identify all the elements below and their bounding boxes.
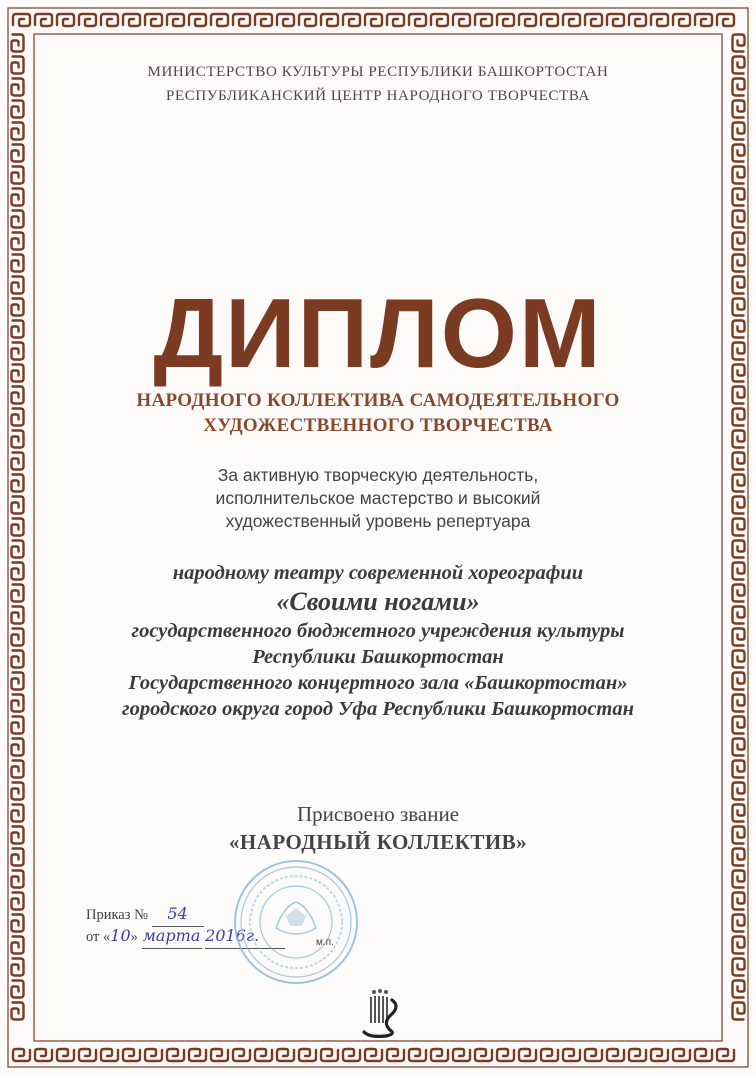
- border-motif: [79, 1049, 96, 1061]
- diploma-subtitle: [0, 388, 756, 438]
- border-motif: [12, 35, 24, 52]
- border-motif: [167, 14, 184, 26]
- border-motif: [651, 14, 668, 26]
- border-motif: [12, 1003, 24, 1020]
- border-motif: [695, 14, 712, 26]
- border-motif: [717, 14, 734, 26]
- recipient-line-6: городского округа город Уфа Республики Башкортостан: [122, 698, 634, 720]
- border-motif: [79, 14, 96, 26]
- order-day: 10: [110, 926, 131, 945]
- border-motif: [409, 1049, 426, 1061]
- border-motif: [563, 1049, 580, 1061]
- border-motif: [101, 14, 118, 26]
- recipient-line-4: Республики Башкортостан: [252, 646, 504, 668]
- border-motif: [145, 1049, 162, 1061]
- border-motif: [733, 167, 745, 184]
- border-motif: [12, 167, 24, 184]
- border-motif: [387, 14, 404, 26]
- border-motif: [733, 871, 745, 888]
- border-motif: [233, 14, 250, 26]
- border-motif: [585, 1049, 602, 1061]
- border-motif: [12, 761, 24, 778]
- border-motif: [733, 981, 745, 998]
- border-motif: [673, 1049, 690, 1061]
- border-motif: [12, 871, 24, 888]
- border-motif: [145, 14, 162, 26]
- official-stamp: [232, 858, 360, 986]
- order-year-suffix: г.: [245, 926, 260, 945]
- border-motif: [123, 14, 140, 26]
- reason-line-1: За активную творческую деятельность,: [217, 465, 539, 485]
- border-frame-line: [34, 34, 722, 1041]
- border-motif: [211, 14, 228, 26]
- border-motif: [733, 739, 745, 756]
- border-motif: [12, 959, 24, 976]
- border-motif: [733, 233, 745, 250]
- border-motif: [365, 14, 382, 26]
- border-motif: [12, 893, 24, 910]
- border-motif: [409, 14, 426, 26]
- border-motif: [651, 1049, 668, 1061]
- recipient-block: [0, 560, 756, 722]
- order-number-label: Приказ №: [86, 907, 148, 923]
- border-motif: [733, 255, 745, 272]
- border-motif: [57, 1049, 74, 1061]
- border-motif: [519, 1049, 536, 1061]
- border-motif: [475, 14, 492, 26]
- order-day-close: »: [130, 929, 138, 945]
- border-motif: [12, 145, 24, 162]
- border-motif: [12, 783, 24, 800]
- border-motif: [12, 541, 24, 558]
- border-motif: [255, 1049, 272, 1061]
- border-motif: [733, 35, 745, 52]
- border-motif: [519, 14, 536, 26]
- border-motif: [57, 14, 74, 26]
- recipient-line-1: народному театру современной хореографии: [172, 562, 584, 584]
- border-motif: [12, 233, 24, 250]
- recipient-line-3: государственного бюджетного учреждения культуры: [131, 620, 625, 642]
- border-motif: [431, 1049, 448, 1061]
- border-motif: [673, 14, 690, 26]
- border-motif: [321, 14, 338, 26]
- border-motif: [12, 739, 24, 756]
- border-motif: [733, 123, 745, 140]
- border-motif: [695, 1049, 712, 1061]
- border-motif: [343, 14, 360, 26]
- ministry-name: МИНИСТЕРСТВО КУЛЬТУРЫ РЕСПУБЛИКИ БАШКОРТОСТАН: [147, 64, 609, 80]
- border-motif: [233, 1049, 250, 1061]
- border-motif: [277, 1049, 294, 1061]
- order-year: 2016: [205, 926, 246, 945]
- border-motif: [12, 937, 24, 954]
- border-motif: [12, 915, 24, 932]
- reason-line-3: художественный уровень репертуара: [225, 511, 531, 531]
- border-motif: [475, 1049, 492, 1061]
- border-motif: [541, 14, 558, 26]
- border-motif: [607, 14, 624, 26]
- border-motif: [733, 541, 745, 558]
- border-motif: [35, 14, 52, 26]
- border-motif: [733, 761, 745, 778]
- reason-line-2: исполнительское мастерство и высокий: [215, 488, 541, 508]
- border-motif: [431, 14, 448, 26]
- recipient-line-5: Государственного концертного зала «Башкортостан»: [128, 672, 628, 694]
- border-motif: [733, 189, 745, 206]
- seal-place-label: м.п.: [316, 937, 334, 948]
- border-motif: [277, 14, 294, 26]
- center-logo: [356, 988, 404, 1038]
- border-motif: [497, 1049, 514, 1061]
- border-motif: [717, 1049, 734, 1061]
- border-motif: [12, 255, 24, 272]
- diploma-title: ДИПЛОМ: [153, 278, 603, 388]
- awarded-rank: «НАРОДНЫЙ КОЛЛЕКТИВ»: [228, 830, 528, 854]
- order-date-label: от «: [86, 929, 111, 945]
- border-motif: [12, 189, 24, 206]
- border-motif: [497, 14, 514, 26]
- issuer-block: [0, 62, 756, 110]
- border-motif: [167, 1049, 184, 1061]
- border-motif: [607, 1049, 624, 1061]
- center-name: РЕСПУБЛИКАНСКИЙ ЦЕНТР НАРОДНОГО ТВОРЧЕСТВА: [166, 88, 590, 104]
- border-motif: [733, 1003, 745, 1020]
- border-motif: [101, 1049, 118, 1061]
- awarded-block: [0, 800, 756, 856]
- border-motif: [585, 14, 602, 26]
- border-motif: [343, 1049, 360, 1061]
- border-motif: [733, 145, 745, 162]
- border-motif: [733, 893, 745, 910]
- border-motif: [365, 1049, 382, 1061]
- border-motif: [733, 959, 745, 976]
- border-motif: [733, 783, 745, 800]
- border-motif: [733, 211, 745, 228]
- border-motif: [541, 1049, 558, 1061]
- border-motif: [189, 1049, 206, 1061]
- border-motif: [387, 1049, 404, 1061]
- order-month: марта: [142, 926, 201, 945]
- order-number: 54: [167, 904, 188, 923]
- border-motif: [13, 1049, 30, 1061]
- border-motif: [12, 211, 24, 228]
- border-motif: [629, 1049, 646, 1061]
- border-motif: [255, 14, 272, 26]
- border-motif: [12, 123, 24, 140]
- border-motif: [563, 14, 580, 26]
- border-motif: [123, 1049, 140, 1061]
- border-motif: [299, 1049, 316, 1061]
- subtitle-line-2: ХУДОЖЕСТВЕННОГО ТВОРЧЕСТВА: [203, 415, 553, 436]
- border-motif: [299, 14, 316, 26]
- border-motif: [189, 14, 206, 26]
- border-motif: [12, 981, 24, 998]
- border-motif: [453, 1049, 470, 1061]
- subtitle-line-1: НАРОДНОГО КОЛЛЕКТИВА САМОДЕЯТЕЛЬНОГО: [136, 390, 620, 411]
- recipient-name: «Своими ногами»: [276, 587, 480, 616]
- border-motif: [35, 1049, 52, 1061]
- border-motif: [733, 915, 745, 932]
- border-motif: [629, 14, 646, 26]
- border-motif: [211, 1049, 228, 1061]
- awarded-label: Присвоено звание: [296, 802, 460, 826]
- border-motif: [453, 14, 470, 26]
- border-motif: [13, 14, 30, 26]
- award-reason: [0, 464, 756, 533]
- border-motif: [321, 1049, 338, 1061]
- border-motif: [733, 937, 745, 954]
